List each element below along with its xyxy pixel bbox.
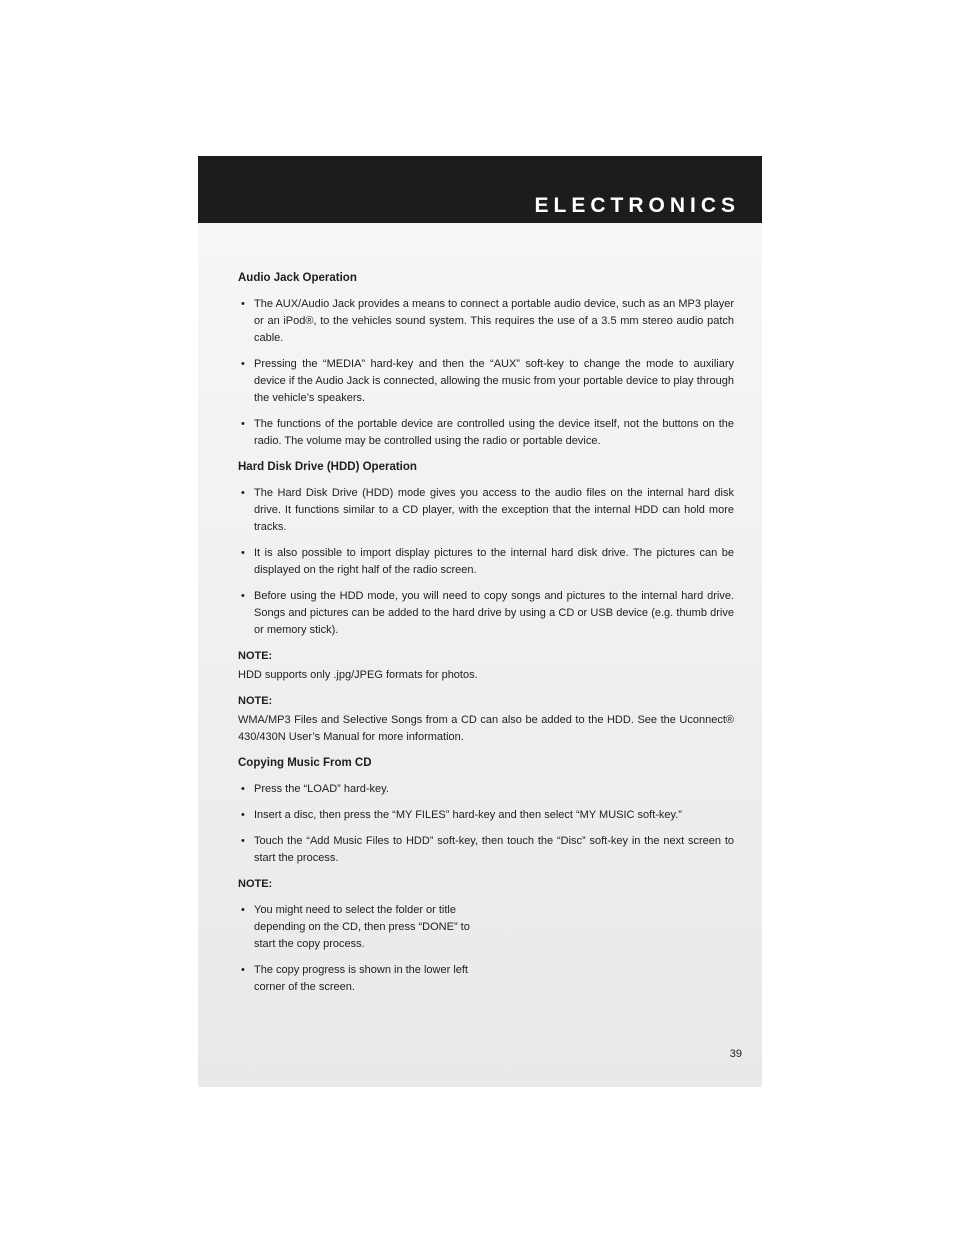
list-item: • Pressing the “MEDIA” hard-key and then the “AUX” soft-key to change the mode to auxiliary device if the Audio Jack is connected, allowing the music from your portable device to play through the vehicle’s speakers. [238,356,734,407]
section-title: ELECTRONICS [534,194,740,217]
page-number: 39 [729,1048,742,1060]
note-list [238,902,484,996]
copying-list [238,781,734,867]
list-item: • Press the “LOAD” hard-key. [238,781,734,798]
audio-jack-list [238,296,734,450]
list-item: • Touch the “Add Music Files to HDD” soft-key, then touch the “Disc” soft-key in the next screen to start the process. [238,833,734,867]
hdd-heading: Hard Disk Drive (HDD) Operation [238,461,417,473]
section-header-bar [198,156,762,223]
hdd-list [238,485,734,639]
note-text: WMA/MP3 Files and Selective Songs from a CD can also be added to the HDD. See the Uconnect® 430/430N User’s Manual for more information. [238,714,734,743]
list-item: • The Hard Disk Drive (HDD) mode gives you access to the audio files on the internal hard disk drive. It functions similar to a CD player, with the exception that the internal HDD can hold more tracks. [238,485,734,536]
list-item: • Insert a disc, then press the “MY FILES” hard-key and then select “MY MUSIC soft-key.” [238,807,734,824]
note-title: NOTE: [238,650,273,662]
list-item: • The functions of the portable device are controlled using the device itself, not the buttons on the radio. The volume may be controlled using the radio or portable device. [238,416,734,450]
list-item: • The copy progress is shown in the lower left corner of the screen. [238,962,484,996]
manual-page [198,156,762,1087]
list-item: • You might need to select the folder or title depending on the CD, then press “DONE” to start the copy process. [238,902,484,953]
audio-jack-heading: Audio Jack Operation [238,272,357,284]
note-title: NOTE: [238,695,273,707]
copying-heading: Copying Music From CD [238,757,372,769]
page-content [238,270,734,1005]
list-item: • It is also possible to import display pictures to the internal hard disk drive. The pictures can be displayed on the right half of the radio screen. [238,545,734,579]
list-item: • Before using the HDD mode, you will need to copy songs and pictures to the internal hard drive. Songs and pictures can be added to the hard drive by using a CD or USB device (e.g. thumb drive or memory stick). [238,588,734,639]
note-text: HDD supports only .jpg/JPEG formats for photos. [238,669,478,681]
list-item: • The AUX/Audio Jack provides a means to connect a portable audio device, such as an MP3 player or an iPod®, to the vehicles sound system. This requires the use of a 3.5 mm stereo audio patch cable. [238,296,734,347]
note-title: NOTE: [238,878,273,890]
